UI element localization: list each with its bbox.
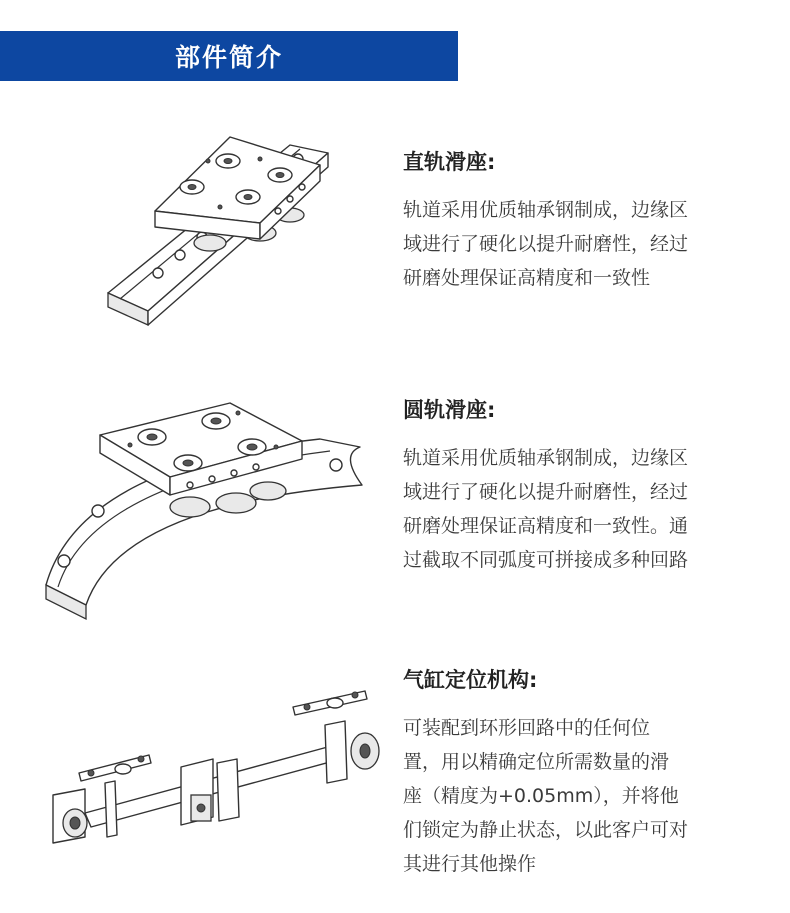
description-line: 过截取不同弧度可拼接成多种回路 [403,549,689,571]
description-line: 研磨处理保证高精度和一致性。通 [403,515,689,537]
description-line: 轨道采用优质轴承钢制成，边缘区 [403,447,689,469]
straight-rail-slide-illustration [100,125,340,335]
section-title: 气缸定位机构: [403,668,538,692]
section-curved-rail [0,395,790,630]
section-title: 直轨滑座: [403,150,496,174]
section-text [403,665,763,881]
description-line: 可装配到环形回路中的任何位 [403,717,651,739]
section-title: 圆轨滑座: [403,398,496,422]
section-text [403,147,763,295]
cylinder-positioning-mechanism-illustration [45,685,390,865]
description-line: 轨道采用优质轴承钢制成，边缘区 [403,199,689,221]
description-line: 研磨处理保证高精度和一致性 [403,267,651,289]
section-cylinder-positioner [0,665,790,905]
page-title: 部件简介 [174,43,283,72]
section-header-bar [0,31,458,81]
description-line: 座（精度为+0.05mm），并将他 [403,785,679,807]
section-straight-rail [0,125,790,340]
curved-rail-slide-illustration [40,395,370,625]
description-line: 其进行其他操作 [403,853,537,875]
section-text [403,395,763,577]
description-line: 域进行了硬化以提升耐磨性，经过 [403,481,689,503]
description-line: 域进行了硬化以提升耐磨性，经过 [403,233,689,255]
description-line: 们锁定为静止状态，以此客户可对 [403,819,689,841]
description-line: 置，用以精确定位所需数量的滑 [403,751,670,773]
